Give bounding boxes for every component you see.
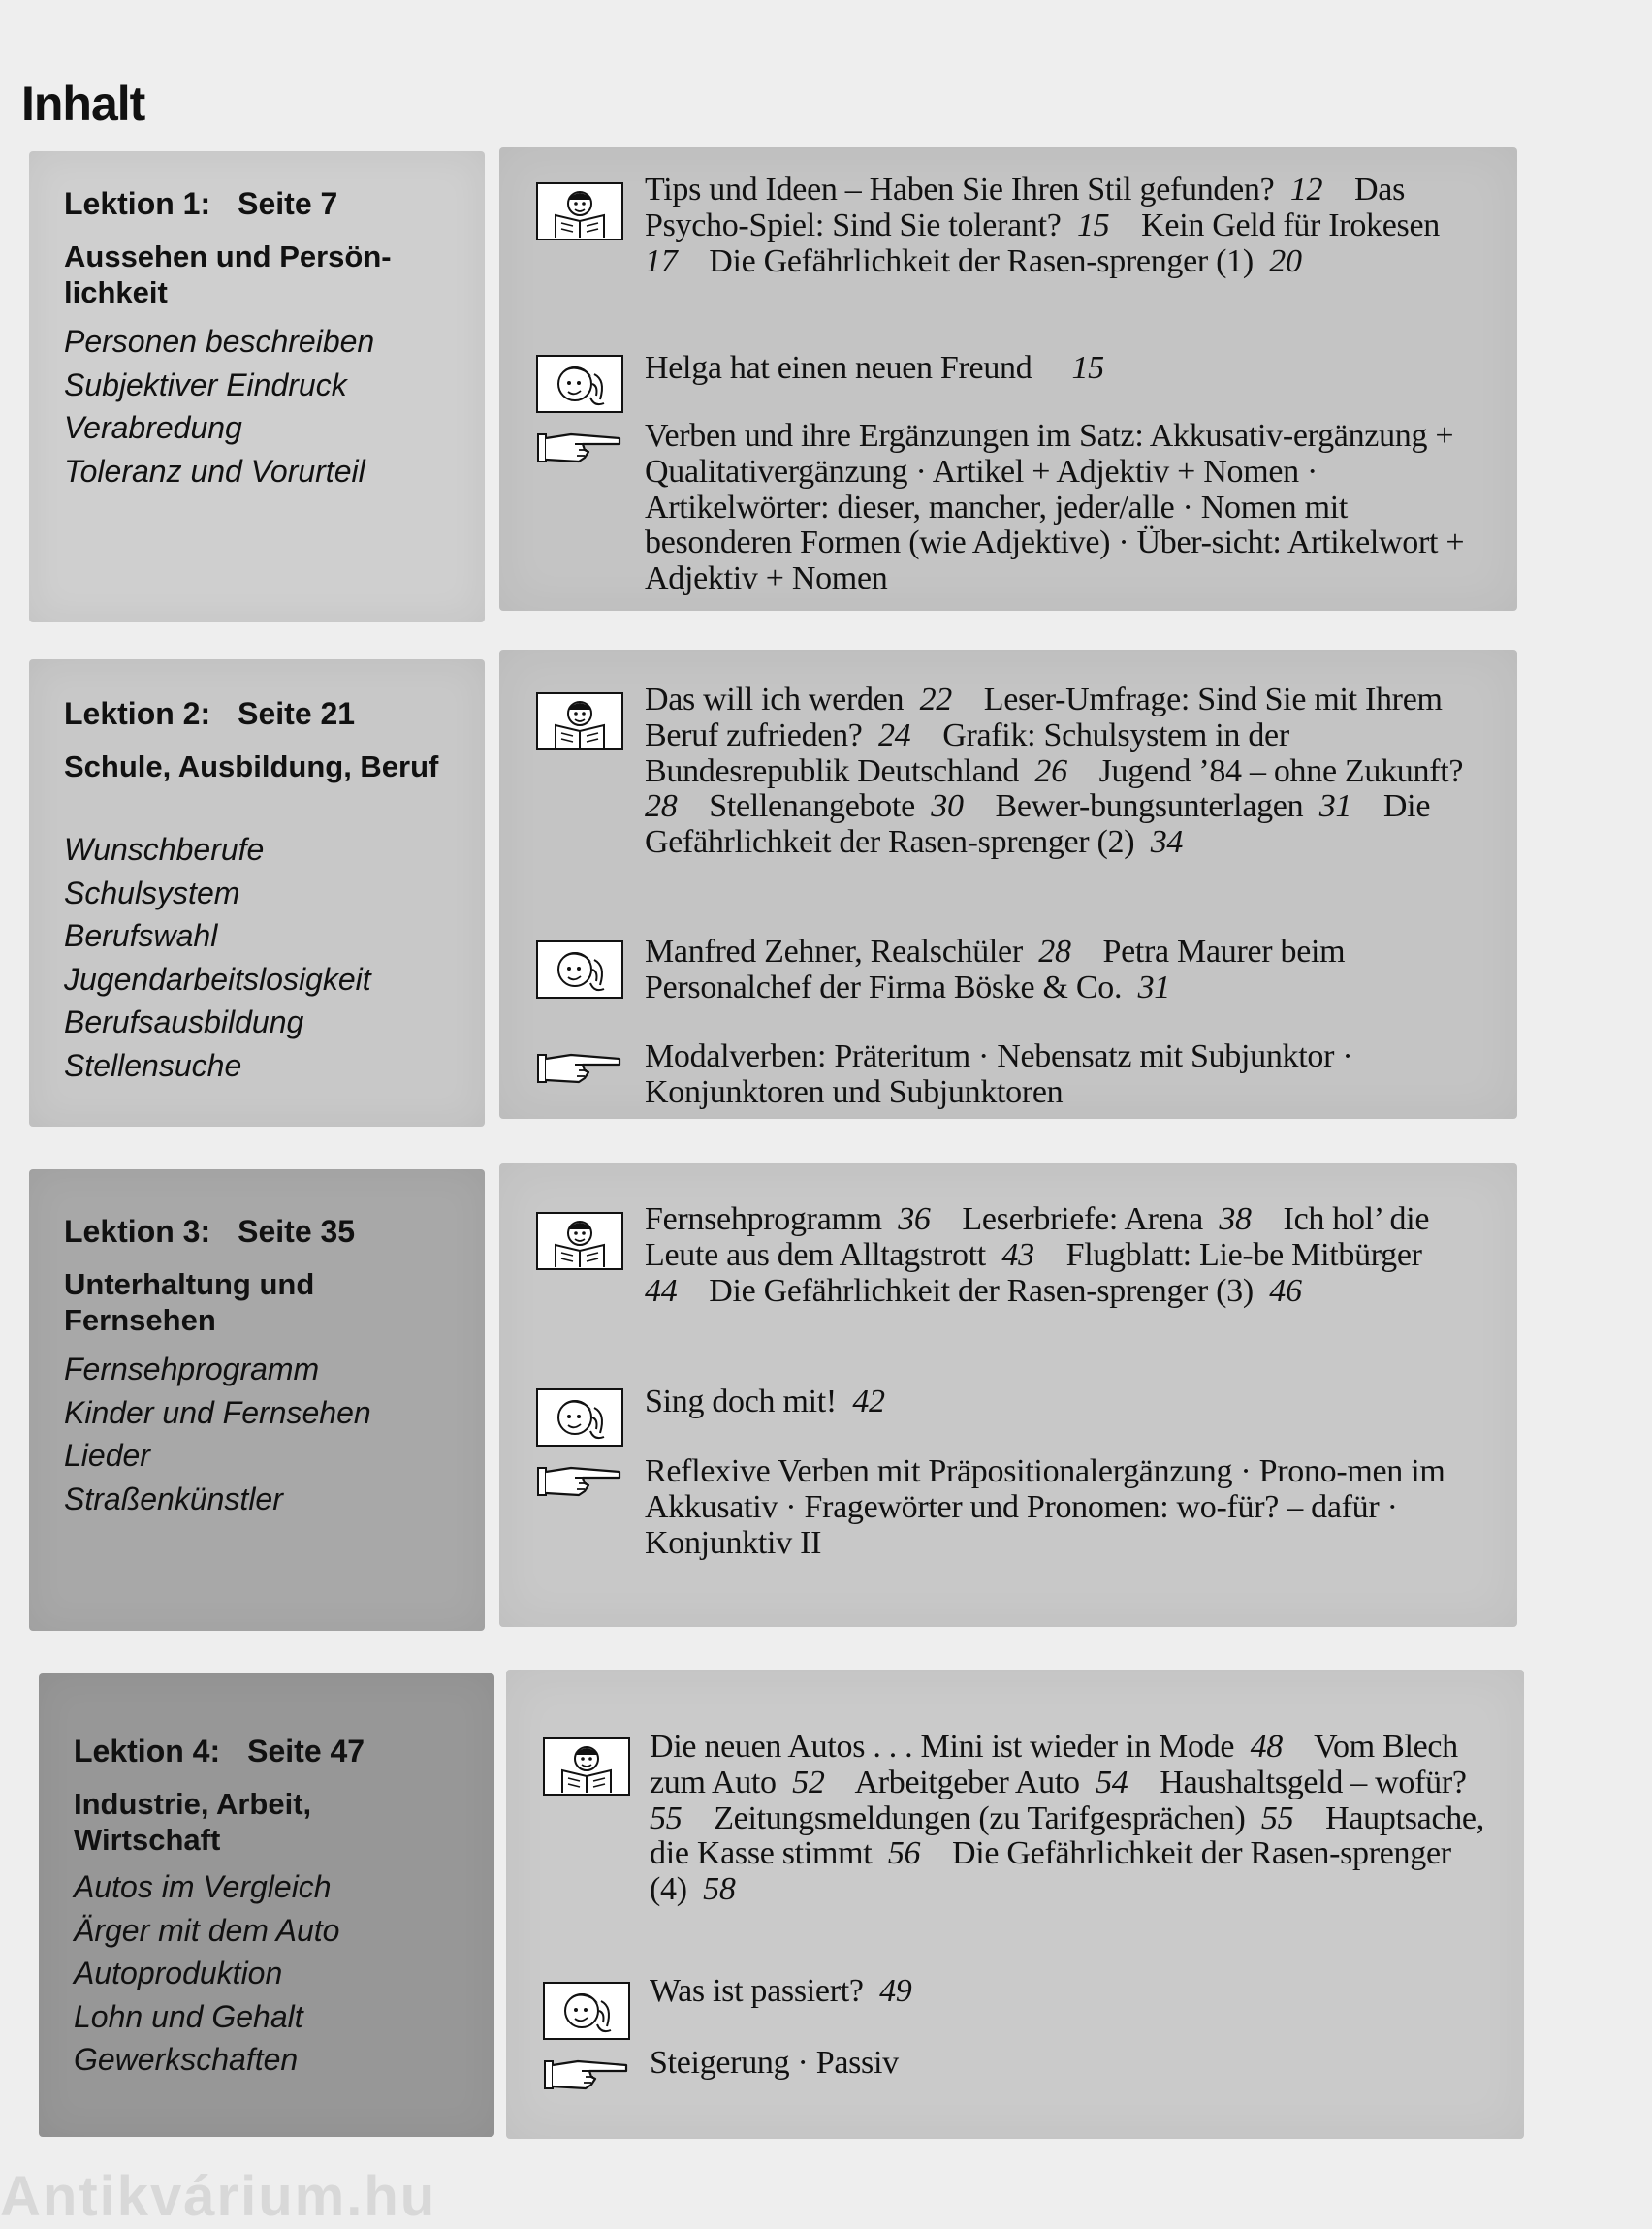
entry-page: 54 <box>1096 1764 1128 1800</box>
lesson-summary-box <box>39 1673 494 2137</box>
lesson-number: Lektion 4: <box>74 1734 221 1768</box>
watermark: Antikvárium.hu <box>0 2165 437 2228</box>
entry-title: Die Gefährlichkeit der Rasen-sprenger (4) <box>650 1835 1451 1908</box>
reading-icon <box>536 1212 623 1270</box>
entry-page: 30 <box>931 788 964 825</box>
entry-page: 43 <box>1001 1236 1034 1273</box>
lesson-heading <box>64 1214 355 1250</box>
lesson-subtitle: Aussehen und Persön-lichkeit <box>64 239 392 309</box>
entry-page: 42 <box>852 1384 885 1419</box>
entry-page: 55 <box>1260 1799 1294 1836</box>
lesson-number: Lektion 3: <box>64 1214 211 1249</box>
lesson-content-box <box>506 1670 1524 2139</box>
grammar-entry: Reflexive Verben mit Präpositionalergänzung · Prono-men im Akkusativ · Fragewörter und Pronomen: wo-für? – dafür · Konjunktiv II <box>645 1453 1446 1561</box>
entry-title: Arbeitgeber Auto <box>854 1764 1080 1800</box>
lesson-subtitle: Industrie, Arbeit, Wirtschaft <box>74 1787 312 1857</box>
topic-list <box>64 828 371 1087</box>
topic-list <box>64 1348 371 1520</box>
entry-title: Zeitungsmeldungen (zu Tarifgesprächen) <box>714 1799 1246 1836</box>
lesson-summary-box <box>29 1169 485 1631</box>
topic-item: Gewerkschaften <box>74 2042 299 2077</box>
entry-page: 58 <box>703 1871 736 1908</box>
entry-title: Petra Maurer beim Personalchef der Firma Böske & Co. <box>645 934 1346 1005</box>
entry-page: 48 <box>1250 1729 1283 1765</box>
entry-page: 31 <box>1318 788 1352 825</box>
lesson-content-box <box>499 1163 1517 1627</box>
listening-icon <box>536 940 623 999</box>
entry-page: 52 <box>792 1764 825 1800</box>
entry-page: 56 <box>887 1835 921 1872</box>
topic-item: Berufsausbildung <box>64 1004 304 1039</box>
entry-title: Hauptsache, die Kasse stimmt <box>650 1799 1484 1872</box>
entry-title: Haushaltsgeld – wofür? <box>1160 1764 1467 1800</box>
lesson-number: Lektion 2: <box>64 696 211 731</box>
lesson-start-page: Seite 47 <box>247 1734 365 1768</box>
listening-entries <box>645 351 1488 387</box>
lesson-2 <box>0 650 1652 1125</box>
listening-icon <box>536 355 623 413</box>
entry-title: Jugend ’84 – ohne Zukunft? <box>1098 752 1464 789</box>
topic-list <box>74 1865 339 2082</box>
reading-entries <box>650 1730 1493 1908</box>
lesson-number: Lektion 1: <box>64 186 211 221</box>
entry-title: Die Gefährlichkeit der Rasen-sprenger (1) <box>709 242 1254 279</box>
lesson-1 <box>0 147 1652 622</box>
entry-page: 36 <box>898 1201 931 1237</box>
entry-title: Flugblatt: Lie-be Mitbürger <box>1065 1236 1422 1273</box>
entry-page: 20 <box>1269 242 1302 279</box>
entry-page: 28 <box>1038 934 1071 970</box>
grammar-pointing-hand-icon <box>543 2055 630 2114</box>
entry-title: Leser-Umfrage: Sind Sie mit Ihrem Beruf zufrieden? <box>645 682 1443 753</box>
lesson-start-page: Seite 21 <box>238 696 356 731</box>
lesson-heading <box>74 1734 365 1769</box>
topic-item: Personen beschreiben <box>64 324 375 359</box>
page-title: Inhalt <box>21 77 145 131</box>
topic-item: Wunschberufe <box>64 832 265 867</box>
listening-icon <box>543 1982 630 2040</box>
entry-page: 49 <box>879 1973 912 2009</box>
entry-page: 17 <box>645 242 678 279</box>
entry-title: Manfred Zehner, Realschüler <box>645 934 1023 970</box>
entry-title: Helga hat einen neuen Freund <box>645 350 1032 386</box>
topic-item: Subjektiver Eindruck <box>64 366 347 402</box>
grammar-pointing-hand-icon <box>536 1049 623 1107</box>
entry-title: Grafik: Schulsystem in der Bundesrepublik Deutschland <box>645 716 1289 789</box>
topic-item: Berufswahl <box>64 918 218 953</box>
entry-title: Die Gefährlichkeit der Rasen-sprenger (2) <box>645 788 1431 861</box>
entry-title: Die neuen Autos . . . Mini ist wieder in Mode <box>650 1729 1235 1765</box>
reading-icon <box>536 692 623 750</box>
lesson-subtitle: Schule, Ausbildung, Beruf <box>64 749 439 783</box>
entry-page: 38 <box>1219 1201 1252 1237</box>
lesson-content-box <box>499 650 1517 1119</box>
lesson-summary-box <box>29 659 485 1127</box>
entry-page: 46 <box>1269 1272 1302 1309</box>
topic-list <box>64 320 374 493</box>
entry-title: Leserbriefe: Arena <box>962 1201 1203 1237</box>
topic-item: Lohn und Gehalt <box>74 1998 303 2034</box>
entry-title: Die Gefährlichkeit der Rasen-sprenger (3) <box>709 1272 1254 1309</box>
entry-title: Sing doch mit! <box>645 1384 837 1419</box>
listening-entries <box>650 1974 1493 2010</box>
entry-title: Fernsehprogramm <box>645 1201 882 1237</box>
entry-title: Stellenangebote <box>709 788 915 825</box>
topic-item: Ärger mit dem Auto <box>74 1912 340 1948</box>
topic-item: Stellensuche <box>64 1047 242 1083</box>
entry-page: 15 <box>1071 350 1104 386</box>
entry-title: Ich hol’ die Leute aus dem Alltagstrott <box>645 1201 1430 1273</box>
entry-page: 26 <box>1034 752 1067 789</box>
lesson-content-box <box>499 147 1517 611</box>
topic-item: Toleranz und Vorurteil <box>64 453 365 489</box>
reading-icon <box>543 1737 630 1796</box>
topic-item: Schulsystem <box>64 875 240 910</box>
entry-page: 55 <box>650 1799 683 1836</box>
grammar-entry: Steigerung · Passiv <box>650 2045 899 2081</box>
lesson-subtitle: Unterhaltung und Fernsehen <box>64 1267 315 1337</box>
listening-entries <box>645 1385 1488 1420</box>
entry-page: 44 <box>645 1272 678 1309</box>
listening-entries <box>645 935 1488 1006</box>
entry-page: 24 <box>877 716 911 753</box>
reading-entries <box>645 173 1488 279</box>
topic-item: Fernsehprogramm <box>64 1352 320 1386</box>
topic-item: Autos im Vergleich <box>74 1869 332 1904</box>
entry-page: 28 <box>645 788 678 825</box>
lesson-heading <box>64 186 337 222</box>
grammar-entry: Modalverben: Präteritum · Nebensatz mit Subjunktor · Konjunktoren und Subjunktoren <box>645 1038 1353 1110</box>
reading-entries <box>645 683 1488 861</box>
entry-title: Vom Blech zum Auto <box>650 1729 1458 1800</box>
topic-item: Lieder <box>64 1438 150 1473</box>
entry-page: 12 <box>1289 172 1323 207</box>
entry-title: Bewer-bungsunterlagen <box>995 788 1304 825</box>
topic-item: Autoproduktion <box>74 1956 283 1990</box>
entry-title: Tips und Ideen – Haben Sie Ihren Stil gefunden? <box>645 172 1275 207</box>
lesson-4 <box>0 1670 1652 2145</box>
topic-item: Straßenkünstler <box>64 1481 283 1516</box>
entry-title: Das will ich werden <box>645 682 905 717</box>
entry-title: Was ist passiert? <box>650 1973 864 2009</box>
grammar-pointing-hand-icon <box>536 1462 623 1520</box>
topic-item: Jugendarbeitslosigkeit <box>64 961 371 997</box>
entry-title: Kein Geld für Irokesen <box>1141 207 1440 243</box>
lesson-start-page: Seite 7 <box>238 186 338 221</box>
entry-page: 31 <box>1137 969 1170 1005</box>
lesson-start-page: Seite 35 <box>238 1214 356 1249</box>
reading-icon <box>536 182 623 240</box>
lesson-3 <box>0 1162 1652 1637</box>
entry-page: 22 <box>919 682 952 717</box>
lesson-summary-box <box>29 151 485 622</box>
grammar-entry: Verben und ihre Ergänzungen im Satz: Akkusativ-ergänzung + Qualitativergänzung · Artikel + Adjektiv + Nomen · Artikelwörter: dieser, mancher, jeder/alle · Nomen mit besonderen Formen (wie Adjektive) · Über-sicht: Artikelwort + Adjektiv + Nomen <box>645 418 1465 597</box>
entry-title: Das Psycho-Spiel: Sind Sie tolerant? <box>645 172 1406 243</box>
lesson-heading <box>64 696 355 732</box>
entry-page: 15 <box>1076 207 1110 243</box>
topic-item: Kinder und Fernsehen <box>64 1394 371 1430</box>
listening-icon <box>536 1388 623 1447</box>
entry-page: 34 <box>1150 824 1184 861</box>
topic-item: Verabredung <box>64 410 242 445</box>
grammar-pointing-hand-icon <box>536 429 623 487</box>
reading-entries <box>645 1202 1488 1309</box>
